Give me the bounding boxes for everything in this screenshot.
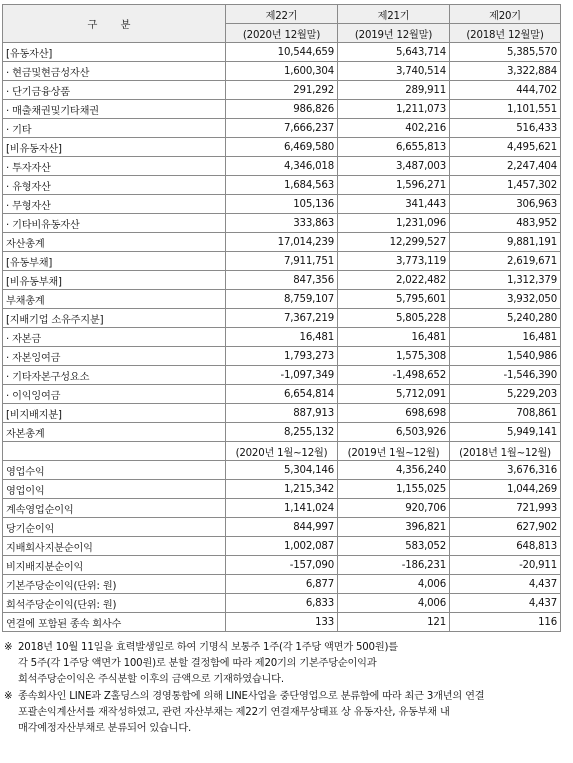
income-statement-row <box>3 518 561 537</box>
header-gubun: 구 분 <box>3 5 226 43</box>
income-statement-row-value: 1,002,087 <box>226 537 338 556</box>
income-statement-row-value: 6,833 <box>226 594 338 613</box>
income-statement-row-value: 4,006 <box>338 594 450 613</box>
balance-sheet-row-value: 16,481 <box>338 328 450 347</box>
balance-sheet-row-value: 16,481 <box>226 328 338 347</box>
income-statement-row <box>3 461 561 480</box>
balance-sheet-row-value: 3,740,514 <box>338 62 450 81</box>
header-period-22: 제22기 <box>226 5 338 24</box>
balance-sheet-row-value: -1,546,390 <box>450 366 561 385</box>
income-statement-row-label: 계속영업순이익 <box>3 499 226 518</box>
balance-sheet-row <box>3 214 561 233</box>
income-statement-row-value: 4,437 <box>450 575 561 594</box>
balance-sheet-row-value: 3,932,050 <box>450 290 561 309</box>
balance-sheet-row-label: · 자본금 <box>3 328 226 347</box>
balance-sheet-row-value: 4,346,018 <box>226 157 338 176</box>
balance-sheet-row <box>3 309 561 328</box>
balance-sheet-row-value: 1,312,379 <box>450 271 561 290</box>
income-statement-row <box>3 499 561 518</box>
income-statement-row-value: 1,155,025 <box>338 480 450 499</box>
header-period-21: 제21기 <box>338 5 450 24</box>
income-statement-row-value: 1,141,024 <box>226 499 338 518</box>
header-period-20: 제20기 <box>450 5 561 24</box>
header-date-21: (2019년 12월말) <box>338 24 450 43</box>
balance-sheet-row <box>3 62 561 81</box>
income-statement-row-label: 희석주당순이익(단위: 원) <box>3 594 226 613</box>
income-statement-row-label: 비지배지분순이익 <box>3 556 226 575</box>
income-period-22: (2020년 1월~12월) <box>226 442 338 461</box>
balance-sheet-row <box>3 404 561 423</box>
balance-sheet-row-value: 708,861 <box>450 404 561 423</box>
income-statement-row-value: 4,437 <box>450 594 561 613</box>
balance-sheet-row-value: 2,247,404 <box>450 157 561 176</box>
balance-sheet-row-value: 698,698 <box>338 404 450 423</box>
balance-sheet-row <box>3 157 561 176</box>
balance-sheet-row <box>3 328 561 347</box>
footnote-mark: ※ <box>4 642 13 653</box>
balance-sheet-row-value: 8,255,132 <box>226 423 338 442</box>
footnote-line: 희석주당순이익은 주식분할 이후의 금액으로 기재하였습니다. <box>18 673 284 685</box>
footnote-line: 각 5주(각 1주당 액면가 100원)로 분할 결정함에 따라 제20기의 기본주당순이익과 <box>18 657 377 669</box>
income-statement-row <box>3 537 561 556</box>
balance-sheet-row-value: 16,481 <box>450 328 561 347</box>
balance-sheet-row-value: 289,911 <box>338 81 450 100</box>
balance-sheet-row-label: · 이익잉여금 <box>3 385 226 404</box>
income-statement-row <box>3 613 561 632</box>
income-statement-row-value: -186,231 <box>338 556 450 575</box>
balance-sheet-row-label: [비유동부채] <box>3 271 226 290</box>
income-statement-row-value: 1,215,342 <box>226 480 338 499</box>
income-statement-row-value: 1,044,269 <box>450 480 561 499</box>
income-statement-row-value: 844,997 <box>226 518 338 537</box>
income-statement-row-value: 116 <box>450 613 561 632</box>
balance-sheet-row <box>3 119 561 138</box>
balance-sheet-row-value: 6,469,580 <box>226 138 338 157</box>
balance-sheet-row-value: 1,101,551 <box>450 100 561 119</box>
header-date-22: (2020년 12월말) <box>226 24 338 43</box>
balance-sheet-row-value: 105,136 <box>226 195 338 214</box>
balance-sheet-row-label: [비유동자산] <box>3 138 226 157</box>
balance-sheet-row-value: 5,229,203 <box>450 385 561 404</box>
footnote-line: 포괄손익계산서를 재작성하였고, 관련 자산부채는 제22기 연결재무상태표 상 유동자산, 유동부채 내 <box>18 707 450 719</box>
balance-sheet-row-value: 7,367,219 <box>226 309 338 328</box>
income-statement-row-label: 지배회사지분순이익 <box>3 537 226 556</box>
balance-sheet-row-value: 306,963 <box>450 195 561 214</box>
balance-sheet-row-value: 4,495,621 <box>450 138 561 157</box>
balance-sheet-row-value: 3,773,119 <box>338 252 450 271</box>
balance-sheet-row <box>3 423 561 442</box>
balance-sheet-row-label: 자본총계 <box>3 423 226 442</box>
footnote <box>4 640 564 687</box>
balance-sheet-row-value: 1,211,073 <box>338 100 450 119</box>
balance-sheet-row <box>3 100 561 119</box>
balance-sheet-row-label: · 단기금융상품 <box>3 81 226 100</box>
balance-sheet-row <box>3 385 561 404</box>
balance-sheet-row-value: 5,712,091 <box>338 385 450 404</box>
balance-sheet-row-label: · 기타비유동자산 <box>3 214 226 233</box>
balance-sheet-row-value: 3,487,003 <box>338 157 450 176</box>
balance-sheet-row-value: 5,240,280 <box>450 309 561 328</box>
income-statement-row-value: 6,877 <box>226 575 338 594</box>
balance-sheet-body <box>3 43 561 442</box>
income-statement-row-value: 5,304,146 <box>226 461 338 480</box>
financial-table <box>2 4 561 632</box>
balance-sheet-row <box>3 176 561 195</box>
balance-sheet-row-value: 1,684,563 <box>226 176 338 195</box>
balance-sheet-row-value: 5,805,228 <box>338 309 450 328</box>
balance-sheet-row-value: 1,793,273 <box>226 347 338 366</box>
balance-sheet-row-value: 1,231,096 <box>338 214 450 233</box>
footnote-line: 종속회사인 LINE과 Z홀딩스의 경영통합에 의해 LINE사업을 중단영업으로 분류함에 따라 최근 3개년의 연결 <box>18 691 485 703</box>
income-period-header <box>3 442 561 461</box>
footnote-line: 매각예정자산부채로 분류되어 있습니다. <box>18 722 192 734</box>
balance-sheet-row-label: [유동자산] <box>3 43 226 62</box>
balance-sheet-row-value: 5,643,714 <box>338 43 450 62</box>
balance-sheet-row-value: 6,654,814 <box>226 385 338 404</box>
income-statement-row-value: 627,902 <box>450 518 561 537</box>
balance-sheet-row-value: 5,795,601 <box>338 290 450 309</box>
income-statement-row <box>3 556 561 575</box>
balance-sheet-row-label: · 투자자산 <box>3 157 226 176</box>
balance-sheet-row-value: 2,022,482 <box>338 271 450 290</box>
income-period-21: (2019년 1월~12월) <box>338 442 450 461</box>
balance-sheet-row-value: 402,216 <box>338 119 450 138</box>
balance-sheet-row <box>3 233 561 252</box>
balance-sheet-row-value: 1,575,308 <box>338 347 450 366</box>
balance-sheet-row-value: -1,097,349 <box>226 366 338 385</box>
income-statement-row-value: 4,356,240 <box>338 461 450 480</box>
footnote <box>4 689 564 736</box>
income-statement-row-value: 721,993 <box>450 499 561 518</box>
balance-sheet-row-value: 847,356 <box>226 271 338 290</box>
balance-sheet-row <box>3 252 561 271</box>
balance-sheet-row-value: 887,913 <box>226 404 338 423</box>
balance-sheet-row-label: · 기타자본구성요소 <box>3 366 226 385</box>
balance-sheet-row-label: 부채총계 <box>3 290 226 309</box>
balance-sheet-row <box>3 138 561 157</box>
income-statement-row-label: 기본주당순이익(단위: 원) <box>3 575 226 594</box>
income-statement-row-value: 121 <box>338 613 450 632</box>
balance-sheet-row-value: 10,544,659 <box>226 43 338 62</box>
income-statement-row-value: -157,090 <box>226 556 338 575</box>
header-date-20: (2018년 12월말) <box>450 24 561 43</box>
balance-sheet-row-value: 333,863 <box>226 214 338 233</box>
balance-sheet-row-value: 483,952 <box>450 214 561 233</box>
footnote-mark: ※ <box>4 691 13 703</box>
balance-sheet-row-value: 1,600,304 <box>226 62 338 81</box>
balance-sheet-row <box>3 271 561 290</box>
income-period-row <box>3 442 561 461</box>
balance-sheet-row-value: 9,881,191 <box>450 233 561 252</box>
income-statement-row-value: 4,006 <box>338 575 450 594</box>
balance-sheet-row-value: 5,385,570 <box>450 43 561 62</box>
balance-sheet-row-label: [비지배지분] <box>3 404 226 423</box>
income-statement-row-label: 당기순이익 <box>3 518 226 537</box>
balance-sheet-row <box>3 43 561 62</box>
balance-sheet-row-value: 516,433 <box>450 119 561 138</box>
balance-sheet-row-value: 341,443 <box>338 195 450 214</box>
balance-sheet-row <box>3 347 561 366</box>
balance-sheet-row <box>3 81 561 100</box>
balance-sheet-row-label: · 현금및현금성자산 <box>3 62 226 81</box>
balance-sheet-row-value: 291,292 <box>226 81 338 100</box>
balance-sheet-row-value: 6,655,813 <box>338 138 450 157</box>
footnotes <box>4 640 564 739</box>
income-statement-row-label: 영업이익 <box>3 480 226 499</box>
balance-sheet-row-value: 17,014,239 <box>226 233 338 252</box>
income-statement-row-value: 583,052 <box>338 537 450 556</box>
balance-sheet-row <box>3 290 561 309</box>
income-statement-row-value: 396,821 <box>338 518 450 537</box>
balance-sheet-row-label: · 무형자산 <box>3 195 226 214</box>
balance-sheet-row-value: 8,759,107 <box>226 290 338 309</box>
income-period-blank <box>3 442 226 461</box>
balance-sheet-row-value: 3,322,884 <box>450 62 561 81</box>
balance-sheet-row-value: 12,299,527 <box>338 233 450 252</box>
balance-sheet-row-label: [유동부채] <box>3 252 226 271</box>
balance-sheet-row-value: 1,540,986 <box>450 347 561 366</box>
footnote-line: 2018년 10월 11일을 효력발생일로 하여 기명식 보통주 1주(각 1주당 액면가 500원)를 <box>18 642 398 653</box>
balance-sheet-row-label: · 기타 <box>3 119 226 138</box>
balance-sheet-row-value: 7,911,751 <box>226 252 338 271</box>
income-period-20: (2018년 1월~12월) <box>450 442 561 461</box>
balance-sheet-row-value: 1,596,271 <box>338 176 450 195</box>
header-row-periods <box>3 5 561 24</box>
income-statement-row-value: 920,706 <box>338 499 450 518</box>
balance-sheet-row-label: · 매출채권및기타채권 <box>3 100 226 119</box>
income-statement-row-value: 648,813 <box>450 537 561 556</box>
balance-sheet-row-label: [지배기업 소유주지분] <box>3 309 226 328</box>
income-statement-row-label: 연결에 포함된 종속 회사수 <box>3 613 226 632</box>
balance-sheet-row-value: 444,702 <box>450 81 561 100</box>
income-statement-body <box>3 461 561 632</box>
balance-sheet-row-label: 자산총계 <box>3 233 226 252</box>
balance-sheet-row-value: 5,949,141 <box>450 423 561 442</box>
balance-sheet-row-value: 1,457,302 <box>450 176 561 195</box>
balance-sheet-row-value: 7,666,237 <box>226 119 338 138</box>
balance-sheet-row-value: 6,503,926 <box>338 423 450 442</box>
income-statement-row <box>3 594 561 613</box>
balance-sheet-row-label: · 자본잉여금 <box>3 347 226 366</box>
balance-sheet-row-label: · 유형자산 <box>3 176 226 195</box>
income-statement-row <box>3 575 561 594</box>
balance-sheet-row-value: 986,826 <box>226 100 338 119</box>
income-statement-row-value: -20,911 <box>450 556 561 575</box>
balance-sheet-row <box>3 195 561 214</box>
balance-sheet-row <box>3 366 561 385</box>
income-statement-row <box>3 480 561 499</box>
income-statement-row-value: 3,676,316 <box>450 461 561 480</box>
income-statement-row-value: 133 <box>226 613 338 632</box>
balance-sheet-row-value: -1,498,652 <box>338 366 450 385</box>
balance-sheet-row-value: 2,619,671 <box>450 252 561 271</box>
income-statement-row-label: 영업수익 <box>3 461 226 480</box>
